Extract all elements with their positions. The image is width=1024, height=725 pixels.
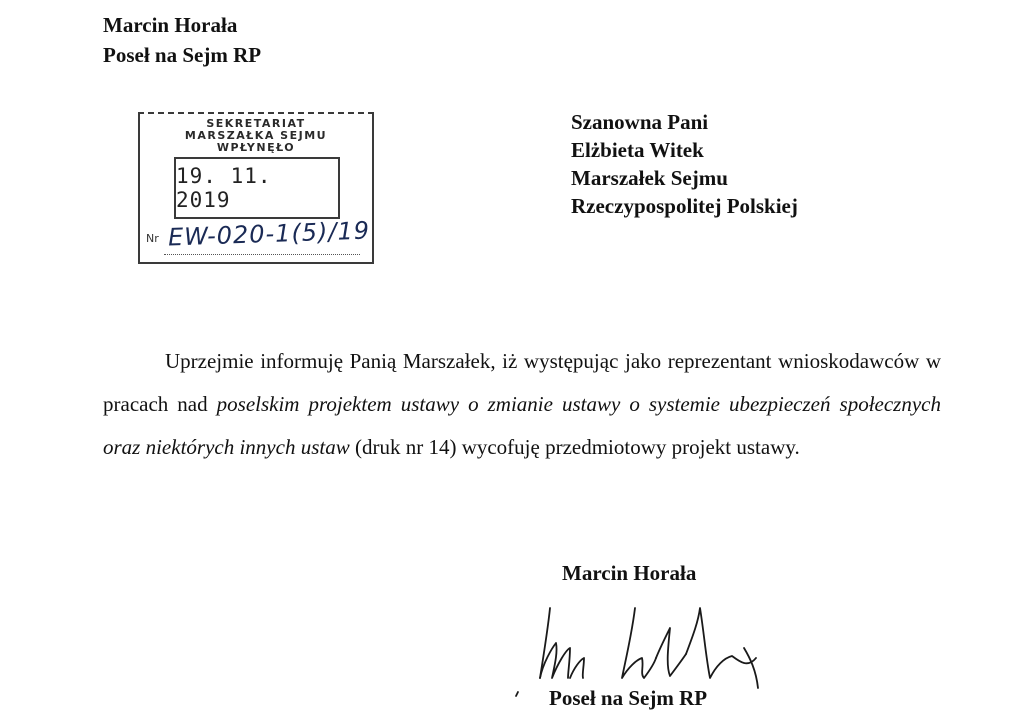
stamp-line-3: WPŁYNĘŁO [216,141,296,154]
stamp-line-1: SEKRETARIAT [206,117,306,130]
registry-stamp [138,112,374,264]
body-text-italic-title: poselskim projektem ustawy o zmianie ustawy o systemie ubezpieczeń społecznych oraz niektórych innych ustaw [103,392,941,459]
sender-block [103,10,261,70]
stamp-nr-dotted-line [164,254,360,255]
stamp-nr-label: Nr [146,232,159,245]
recipient-block [571,108,798,220]
recipient-line-2: Elżbieta Witek [571,138,704,162]
letter-body [103,340,941,469]
signature-name: Marcin Horała [562,561,697,585]
body-text-part-1: Uprzejmie informuję Panią Marszałek, iż występując jako reprezentant wnioskodawców w pracach nad [103,349,941,416]
stamp-date: 19. 11. 2019 [174,157,340,219]
body-text-part-2: (druk nr 14) wycofuję przedmiotowy projekt ustawy. [349,435,800,459]
recipient-line-4: Rzeczypospolitej Polskiej [571,194,798,218]
recipient-line-3: Marszałek Sejmu [571,166,728,190]
sender-title: Poseł na Sejm RP [103,43,262,67]
stamp-header [140,118,372,154]
stamp-line-2: MARSZAŁKA SEJMU [184,129,328,142]
sender-name: Marcin Horała [103,13,238,37]
recipient-line-1: Szanowna Pani [571,110,709,134]
handwritten-signature [510,578,780,698]
signature-title: Poseł na Sejm RP [549,686,708,710]
stamp-nr-handwritten: EW-020-1(5)/19 [167,216,371,252]
